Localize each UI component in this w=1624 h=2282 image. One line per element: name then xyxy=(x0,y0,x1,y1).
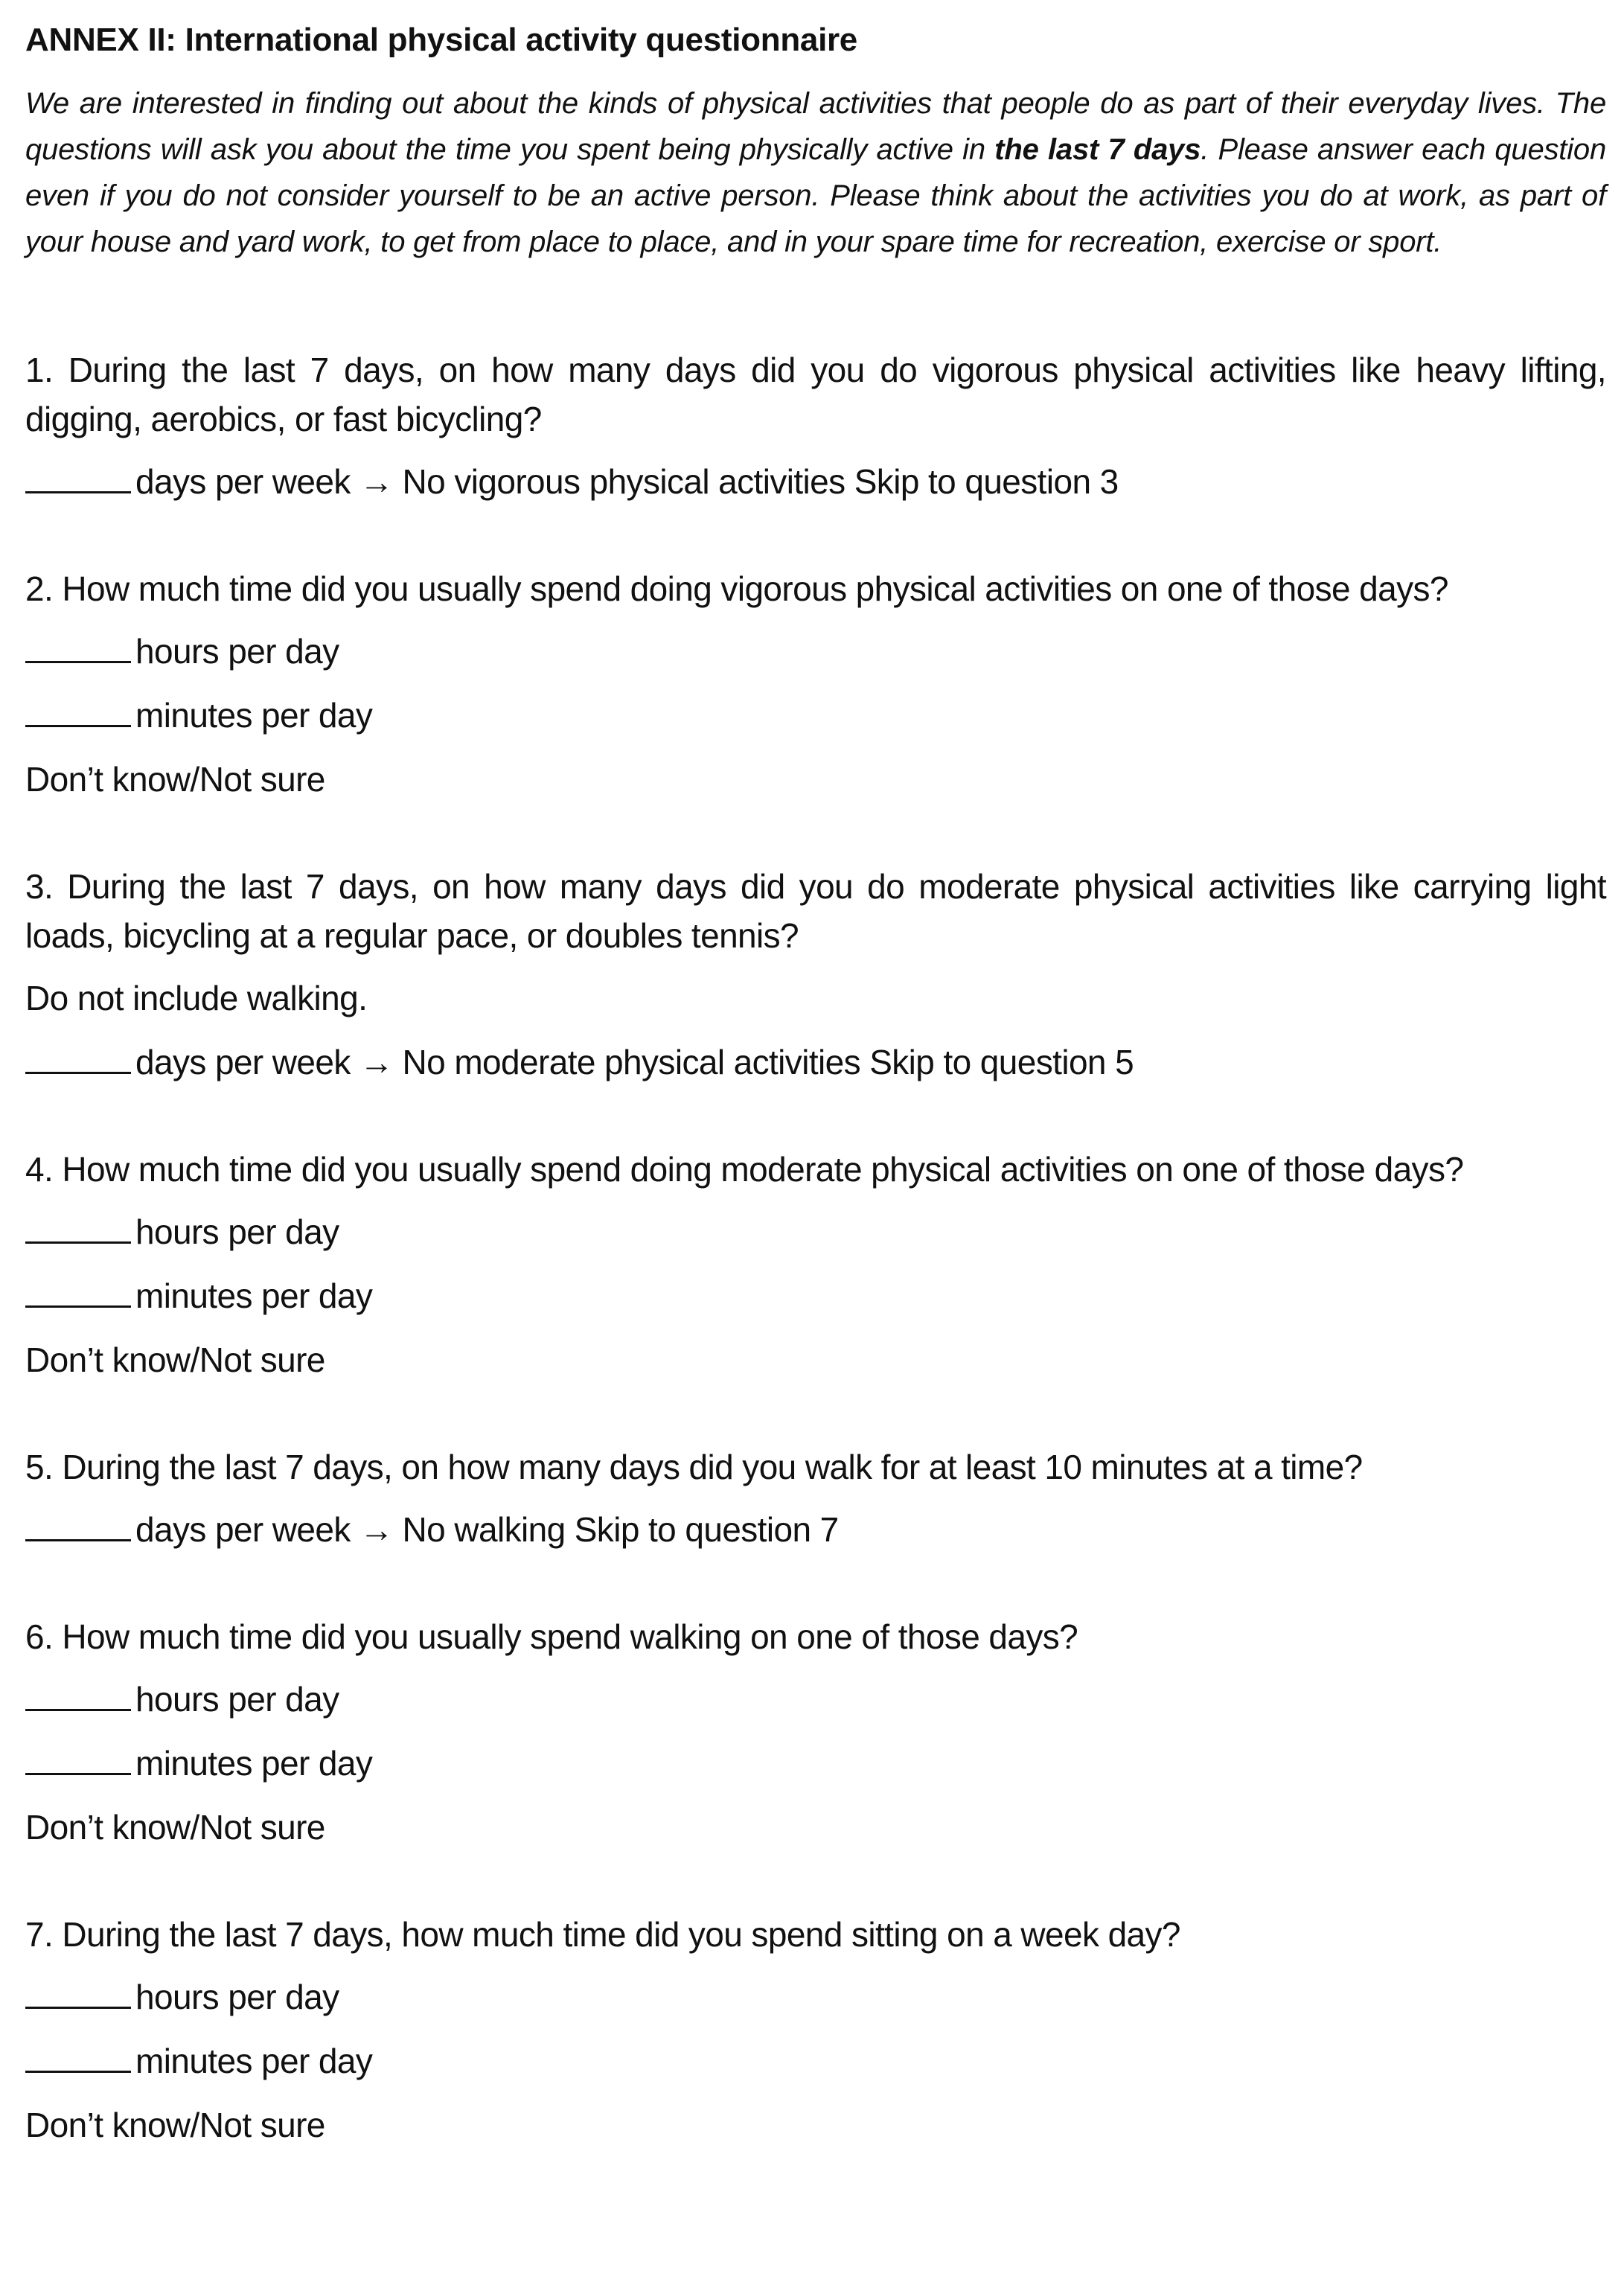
hours-label: hours per day xyxy=(135,1680,339,1719)
days-answer-label: days per week → No moderate physical activities Skip to question 5 xyxy=(135,1043,1134,1081)
minutes-blank-field[interactable] xyxy=(25,691,131,727)
minutes-label: minutes per day xyxy=(135,696,373,735)
hours-label: hours per day xyxy=(135,632,339,671)
question-6 xyxy=(25,1612,1606,1852)
questionnaire-page xyxy=(25,16,1606,2208)
question-2-text: 2. How much time did you usually spend doing vigorous physical activities on one of those days? xyxy=(25,569,1448,608)
question-7-minutes-line xyxy=(25,2036,1606,2086)
question-1-days-line xyxy=(25,457,1606,506)
question-1-text: 1. During the last 7 days, on how many days did you do vigorous physical activities like heavy lifting, digging, aerobics, or fast bicycling? xyxy=(25,351,1606,438)
question-3 xyxy=(25,862,1606,1087)
minutes-blank-field[interactable] xyxy=(25,1739,131,1775)
hours-blank-field[interactable] xyxy=(25,1972,131,2009)
hours-blank-field[interactable] xyxy=(25,627,131,663)
question-2 xyxy=(25,564,1606,804)
question-1 xyxy=(25,345,1606,506)
days-blank-field[interactable] xyxy=(25,1505,131,1541)
hours-label: hours per day xyxy=(135,1212,339,1251)
question-5-days-line xyxy=(25,1505,1606,1554)
question-4-text: 4. How much time did you usually spend doing moderate physical activities on one of those days? xyxy=(25,1150,1464,1189)
intro-paragraph xyxy=(25,80,1606,265)
minutes-label: minutes per day xyxy=(135,1744,373,1783)
question-7 xyxy=(25,1910,1606,2150)
question-6-minutes-line xyxy=(25,1739,1606,1788)
question-7-unsure-option: Don’t know/Not sure xyxy=(25,2106,325,2144)
minutes-label: minutes per day xyxy=(135,1276,373,1315)
question-4-minutes-line xyxy=(25,1271,1606,1320)
intro-bold-text: the last 7 days xyxy=(994,133,1201,166)
hours-blank-field[interactable] xyxy=(25,1675,131,1711)
hours-label: hours per day xyxy=(135,1978,339,2016)
page-title: ANNEX II: International physical activity questionnaire xyxy=(25,22,857,58)
question-4 xyxy=(25,1145,1606,1384)
question-5-text: 5. During the last 7 days, on how many days did you walk for at least 10 minutes at a time? xyxy=(25,1448,1363,1486)
question-5 xyxy=(25,1442,1606,1554)
days-blank-field[interactable] xyxy=(25,457,131,493)
question-7-text: 7. During the last 7 days, how much time did you spend sitting on a week day? xyxy=(25,1915,1180,1954)
minutes-blank-field[interactable] xyxy=(25,2036,131,2073)
question-6-hours-line xyxy=(25,1675,1606,1724)
intro-text-before: We are interested in finding out about the kinds of physical activities that people do as part of their everyday lives. The questions will ask you about the time you spent being physically active in xyxy=(25,87,1606,166)
intro-text-after: . Please answer each question even if you do not consider yourself to be an active person. Please think about the activities you do at work, as part of your house and yard work, to get from place to place, and in your spare time for recreation, exercise or sport. xyxy=(25,133,1606,258)
question-4-unsure-option: Don’t know/Not sure xyxy=(25,1340,325,1379)
minutes-label: minutes per day xyxy=(135,2042,373,2080)
question-6-text: 6. How much time did you usually spend walking on one of those days? xyxy=(25,1617,1078,1656)
days-blank-field[interactable] xyxy=(25,1038,131,1074)
question-7-hours-line xyxy=(25,1972,1606,2021)
question-3-days-line xyxy=(25,1038,1606,1087)
question-2-hours-line xyxy=(25,627,1606,676)
question-2-minutes-line xyxy=(25,691,1606,740)
days-answer-label: days per week → No walking Skip to question 7 xyxy=(135,1510,839,1549)
question-2-unsure-option: Don’t know/Not sure xyxy=(25,760,325,799)
question-6-unsure-option: Don’t know/Not sure xyxy=(25,1808,325,1847)
hours-blank-field[interactable] xyxy=(25,1207,131,1244)
question-3-text: 3. During the last 7 days, on how many days did you do moderate physical activities like carrying light loads, bicycling at a regular pace, or doubles tennis? xyxy=(25,867,1606,955)
question-3-note: Do not include walking. xyxy=(25,979,368,1017)
question-4-hours-line xyxy=(25,1207,1606,1256)
days-answer-label: days per week → No vigorous physical activities Skip to question 3 xyxy=(135,462,1119,501)
minutes-blank-field[interactable] xyxy=(25,1271,131,1308)
